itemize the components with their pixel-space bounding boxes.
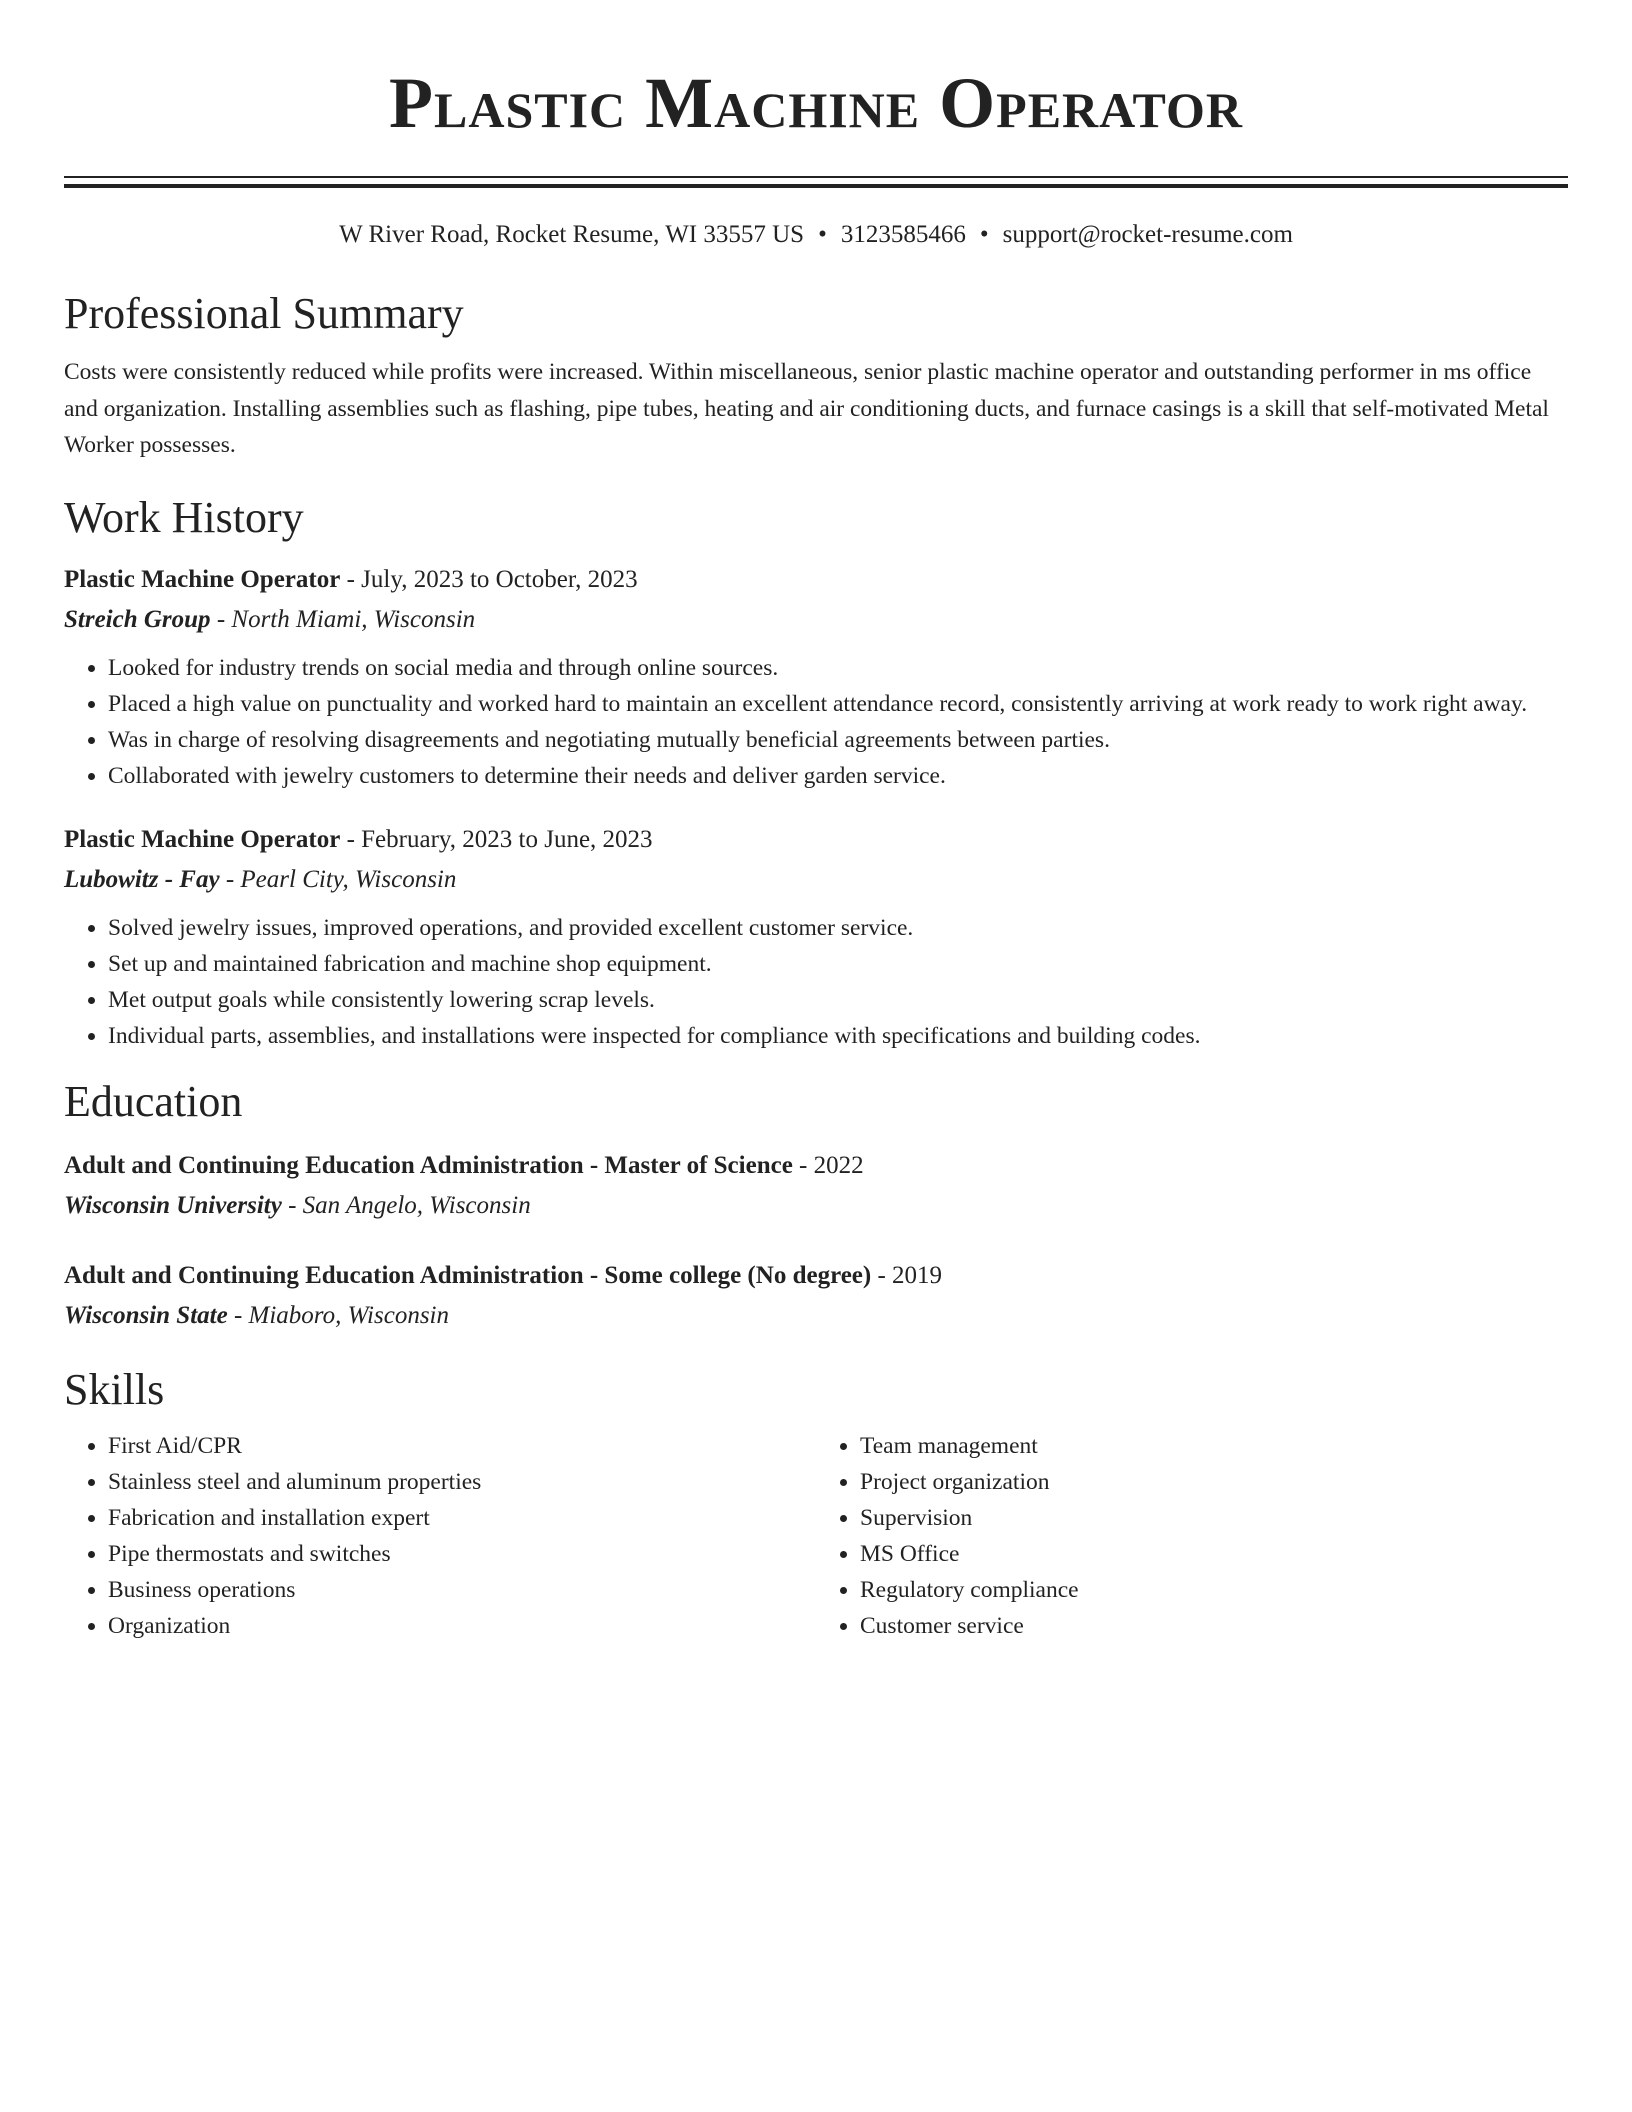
job-location: - North Miami, Wisconsin bbox=[210, 605, 476, 633]
job-title-line bbox=[64, 560, 1568, 600]
contact-email: support@rocket-resume.com bbox=[1002, 221, 1293, 248]
list-item: • Placed a high value on punctuality and worked hard to maintain an excellent attendance record, consistently arriving at work ready to work right away. bbox=[108, 686, 1568, 722]
contact-address: W River Road, Rocket Resume, WI 33557 US bbox=[339, 221, 805, 248]
job-company-line bbox=[64, 600, 1568, 640]
job-company: Streich Group bbox=[64, 605, 211, 633]
education-entry bbox=[64, 1146, 1568, 1226]
contact-separator: • bbox=[818, 221, 827, 248]
skill-item: • First Aid/CPR bbox=[108, 1428, 816, 1464]
job-bullets bbox=[64, 650, 1568, 794]
education-degree-line bbox=[64, 1256, 1568, 1296]
contact-line bbox=[64, 218, 1568, 252]
job-position: Plastic Machine Operator bbox=[64, 825, 341, 853]
skill-item: • Fabrication and installation expert bbox=[108, 1500, 816, 1536]
list-item: • Was in charge of resolving disagreements and negotiating mutually beneficial agreements between parties. bbox=[108, 722, 1568, 758]
section-title-work-history: Work History bbox=[64, 492, 304, 542]
education-degree: Adult and Continuing Education Administration - Master of Science bbox=[64, 1151, 793, 1179]
education-degree: Adult and Continuing Education Administration - Some college (No degree) bbox=[64, 1261, 872, 1289]
candidate-name: Plastic Machine Operator bbox=[389, 63, 1243, 143]
section-title-education: Education bbox=[64, 1076, 243, 1126]
education-year: - 2019 bbox=[871, 1261, 943, 1289]
skill-item: • Project organization bbox=[860, 1464, 1568, 1500]
section-title-summary: Professional Summary bbox=[64, 289, 464, 338]
skill-item: • Business operations bbox=[108, 1572, 816, 1608]
job-location: - Pearl City, Wisconsin bbox=[219, 865, 457, 893]
education-location: - San Angelo, Wisconsin bbox=[281, 1191, 531, 1219]
list-item: • Solved jewelry issues, improved operations, and provided excellent customer service. bbox=[108, 910, 1568, 946]
summary-text: Costs were consistently reduced while profits were increased. Within miscellaneous, senior plastic machine operator and outstanding performer in ms office and organization. Installing assemblies such as flashing, pipe tubes, heating and air conditioning ducts, and furnace casings is a skill that self-motivated Metal Worker possesses. bbox=[64, 359, 1549, 458]
skill-item: • Stainless steel and aluminum properties bbox=[108, 1464, 816, 1500]
education-school: Wisconsin University bbox=[64, 1191, 282, 1219]
skills-list-right bbox=[816, 1428, 1568, 1644]
skill-item: • MS Office bbox=[860, 1536, 1568, 1572]
job-dates: - February, 2023 to June, 2023 bbox=[340, 825, 653, 853]
skill-item: • Team management bbox=[860, 1428, 1568, 1464]
skills-columns bbox=[64, 1428, 1568, 1644]
section-title-skills: Skills bbox=[64, 1364, 165, 1414]
job-position: Plastic Machine Operator bbox=[64, 565, 341, 593]
job-entry bbox=[64, 820, 1568, 1054]
education-school-line bbox=[64, 1296, 1568, 1336]
contact-phone: 3123585466 bbox=[840, 221, 966, 248]
skill-item: • Customer service bbox=[860, 1608, 1568, 1644]
list-item: • Set up and maintained fabrication and machine shop equipment. bbox=[108, 946, 1568, 982]
skill-item: • Regulatory compliance bbox=[860, 1572, 1568, 1608]
job-company-line bbox=[64, 860, 1568, 900]
job-company: Lubowitz - Fay bbox=[64, 865, 220, 893]
education-school: Wisconsin State bbox=[64, 1301, 228, 1329]
list-item: • Looked for industry trends on social media and through online sources. bbox=[108, 650, 1568, 686]
skill-item: • Organization bbox=[108, 1608, 816, 1644]
job-title-line bbox=[64, 820, 1568, 860]
education-degree-line bbox=[64, 1146, 1568, 1186]
education-location: - Miaboro, Wisconsin bbox=[227, 1301, 449, 1329]
contact-separator: • bbox=[979, 221, 989, 248]
education-school-line bbox=[64, 1186, 1568, 1226]
education-year: - 2022 bbox=[792, 1151, 864, 1179]
list-item: • Met output goals while consistently lowering scrap levels. bbox=[108, 982, 1568, 1018]
job-bullets bbox=[64, 910, 1568, 1054]
job-dates: - July, 2023 to October, 2023 bbox=[340, 565, 638, 593]
skill-item: • Pipe thermostats and switches bbox=[108, 1536, 816, 1572]
skill-item: • Supervision bbox=[860, 1500, 1568, 1536]
header-double-rule bbox=[64, 176, 1568, 188]
list-item: • Collaborated with jewelry customers to determine their needs and deliver garden service. bbox=[108, 758, 1568, 794]
skills-list-left bbox=[64, 1428, 816, 1644]
job-entry bbox=[64, 560, 1568, 794]
list-item: • Individual parts, assemblies, and installations were inspected for compliance with specifications and building codes. bbox=[108, 1018, 1568, 1054]
education-entry bbox=[64, 1256, 1568, 1336]
